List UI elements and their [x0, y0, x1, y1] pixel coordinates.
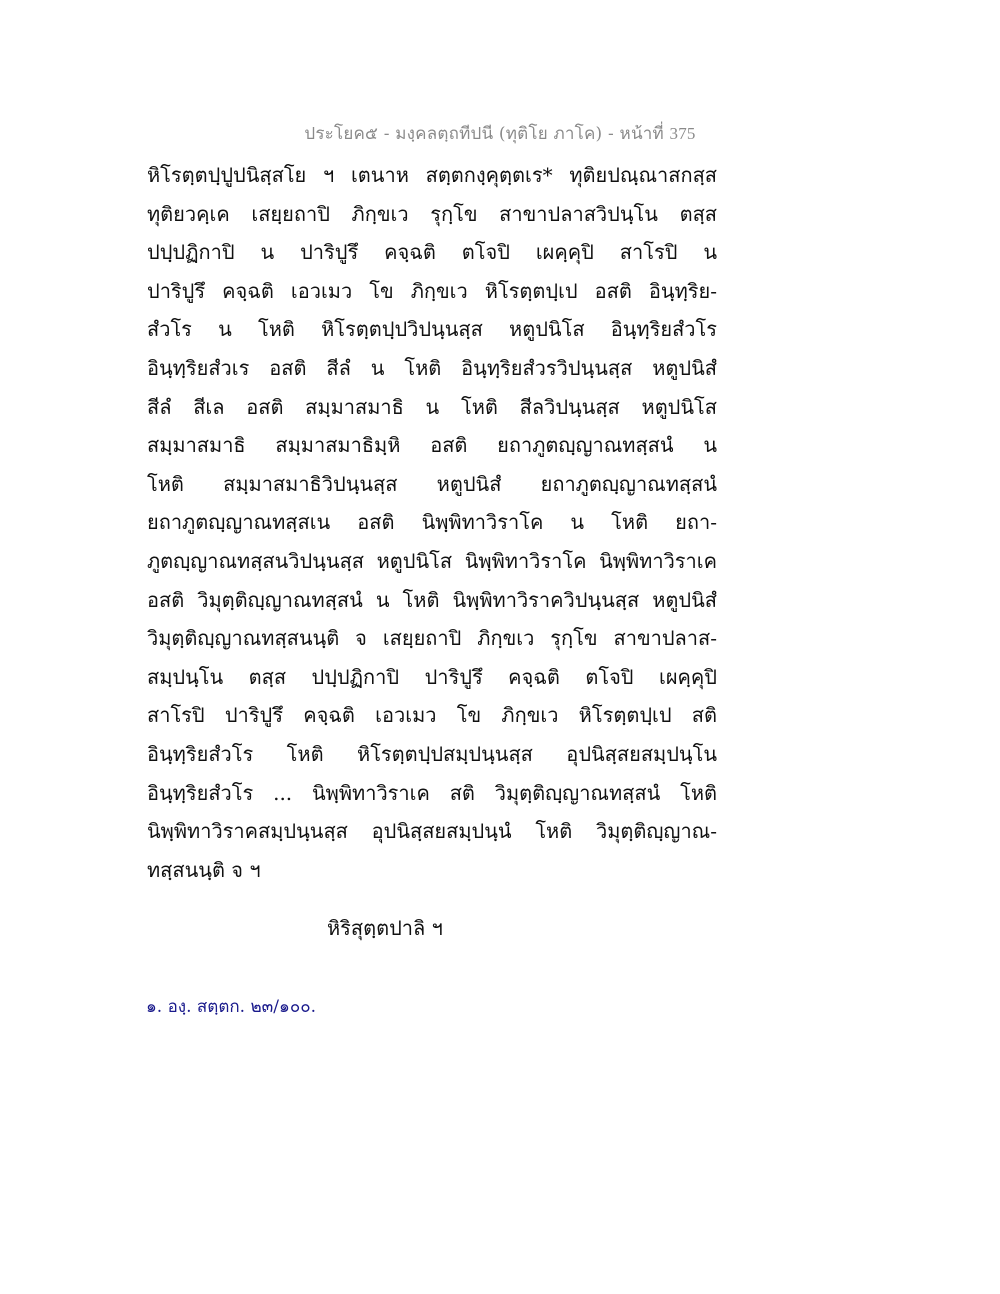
text-line: วิมุตฺติญฺญาณทสฺสนนฺติ จ เสยฺยถาปิ ภิกฺขเว รุกฺโข สาขาปลาส- — [147, 626, 717, 651]
text-line: สมฺมาสมาธิ สมฺมาสมาธิมฺหิ อสติ ยถาภูตญฺญาณทสฺสนํ น — [147, 433, 717, 458]
header-title: ประโยค๕ - มงฺคลตฺถทีปนี (ทุติโย ภาโค) - หน้าที่ — [304, 124, 670, 144]
page-header — [0, 120, 1000, 147]
text-line: ปปฺปฏิกาปิ น ปาริปูรึ คจฺฉติ ตโจปิ เผคฺคุปิ สาโรปิ น — [147, 240, 717, 265]
text-line: โหติ สมฺมาสมาธิวิปนฺนสฺส หตูปนิสํ ยถาภูตญฺญาณทสฺสนํ — [147, 471, 717, 496]
text-line: อินฺทฺริยสํวเร อสติ สีลํ น โหติ อินฺทฺริยสํวรวิปนฺนสฺส หตูปนิสํ — [147, 355, 717, 380]
text-line: ทุติยวคฺเค เสยฺยถาปิ ภิกฺขเว รุกฺโข สาขาปลาสวิปนฺโน ตสฺส — [147, 201, 717, 226]
text-line: สีลํ สีเล อสติ สมฺมาสมาธิ น โหติ สีลวิปนฺนสฺส หตูปนิโส — [147, 394, 717, 419]
body-text — [147, 156, 717, 889]
text-line: สํวโร น โหติ หิโรตฺตปฺปวิปนฺนสฺส หตูปนิโส อินฺทฺริยสํวโร — [147, 317, 717, 342]
page-number: 375 — [669, 124, 696, 143]
text-line: ปาริปูรึ คจฺฉติ เอวเมว โข ภิกฺขเว หิโรตฺตปฺเป อสติ อินฺทฺริย- — [147, 278, 717, 303]
text-line: ภูตญฺญาณทสฺสนวิปนฺนสฺส หตูปนิโส นิพฺพิทาวิราโค นิพฺพิทาวิราเค — [147, 548, 717, 573]
text-line: ทสฺสนนฺติ จ ฯ — [147, 857, 261, 882]
text-line: นิพฺพิทาวิราคสมฺปนฺนสฺส อุปนิสฺสยสมฺปนฺนํ โหติ วิมุตฺติญฺญาณ- — [147, 819, 717, 844]
text-line: อินฺทฺริยสํวโร โหติ หิโรตฺตปฺปสมฺปนฺนสฺส อุปนิสฺสยสมฺปนฺโน — [147, 741, 717, 766]
text-line: หิโรตฺตปฺปูปนิสฺสโย ฯ เตนาห สตฺตกงฺคุตฺตเร* ทุติยปณฺณาสกสฺส — [147, 163, 717, 187]
text-line: อสติ วิมุตฺติญฺญาณทสฺสนํ น โหติ นิพฺพิทาวิราควิปนฺนสฺส หตูปนิสํ — [147, 587, 717, 612]
text-line: สาโรปิ ปาริปูรึ คจฺฉติ เอวเมว โข ภิกฺขเว หิโรตฺตปฺเป สติ — [147, 703, 717, 728]
text-line: อินฺทฺริยสํวโร ... นิพฺพิทาวิราเค สติ วิมุตฺติญฺญาณทสฺสนํ โหติ — [147, 780, 717, 805]
sutta-end-title: หิริสุตฺตปาลิ ฯ — [327, 916, 443, 940]
text-line: ยถาภูตญฺญาณทสฺสเน อสติ นิพฺพิทาวิราโค น โหติ ยถา- — [147, 510, 717, 535]
footnote: ๑. องฺ. สตฺตก. ๒๓/๑๐๐. — [146, 997, 316, 1017]
text-line: สมฺปนฺโน ตสฺส ปปฺปฏิกาปิ ปาริปูรึ คจฺฉติ ตโจปิ เผคฺคุปิ — [147, 664, 717, 689]
